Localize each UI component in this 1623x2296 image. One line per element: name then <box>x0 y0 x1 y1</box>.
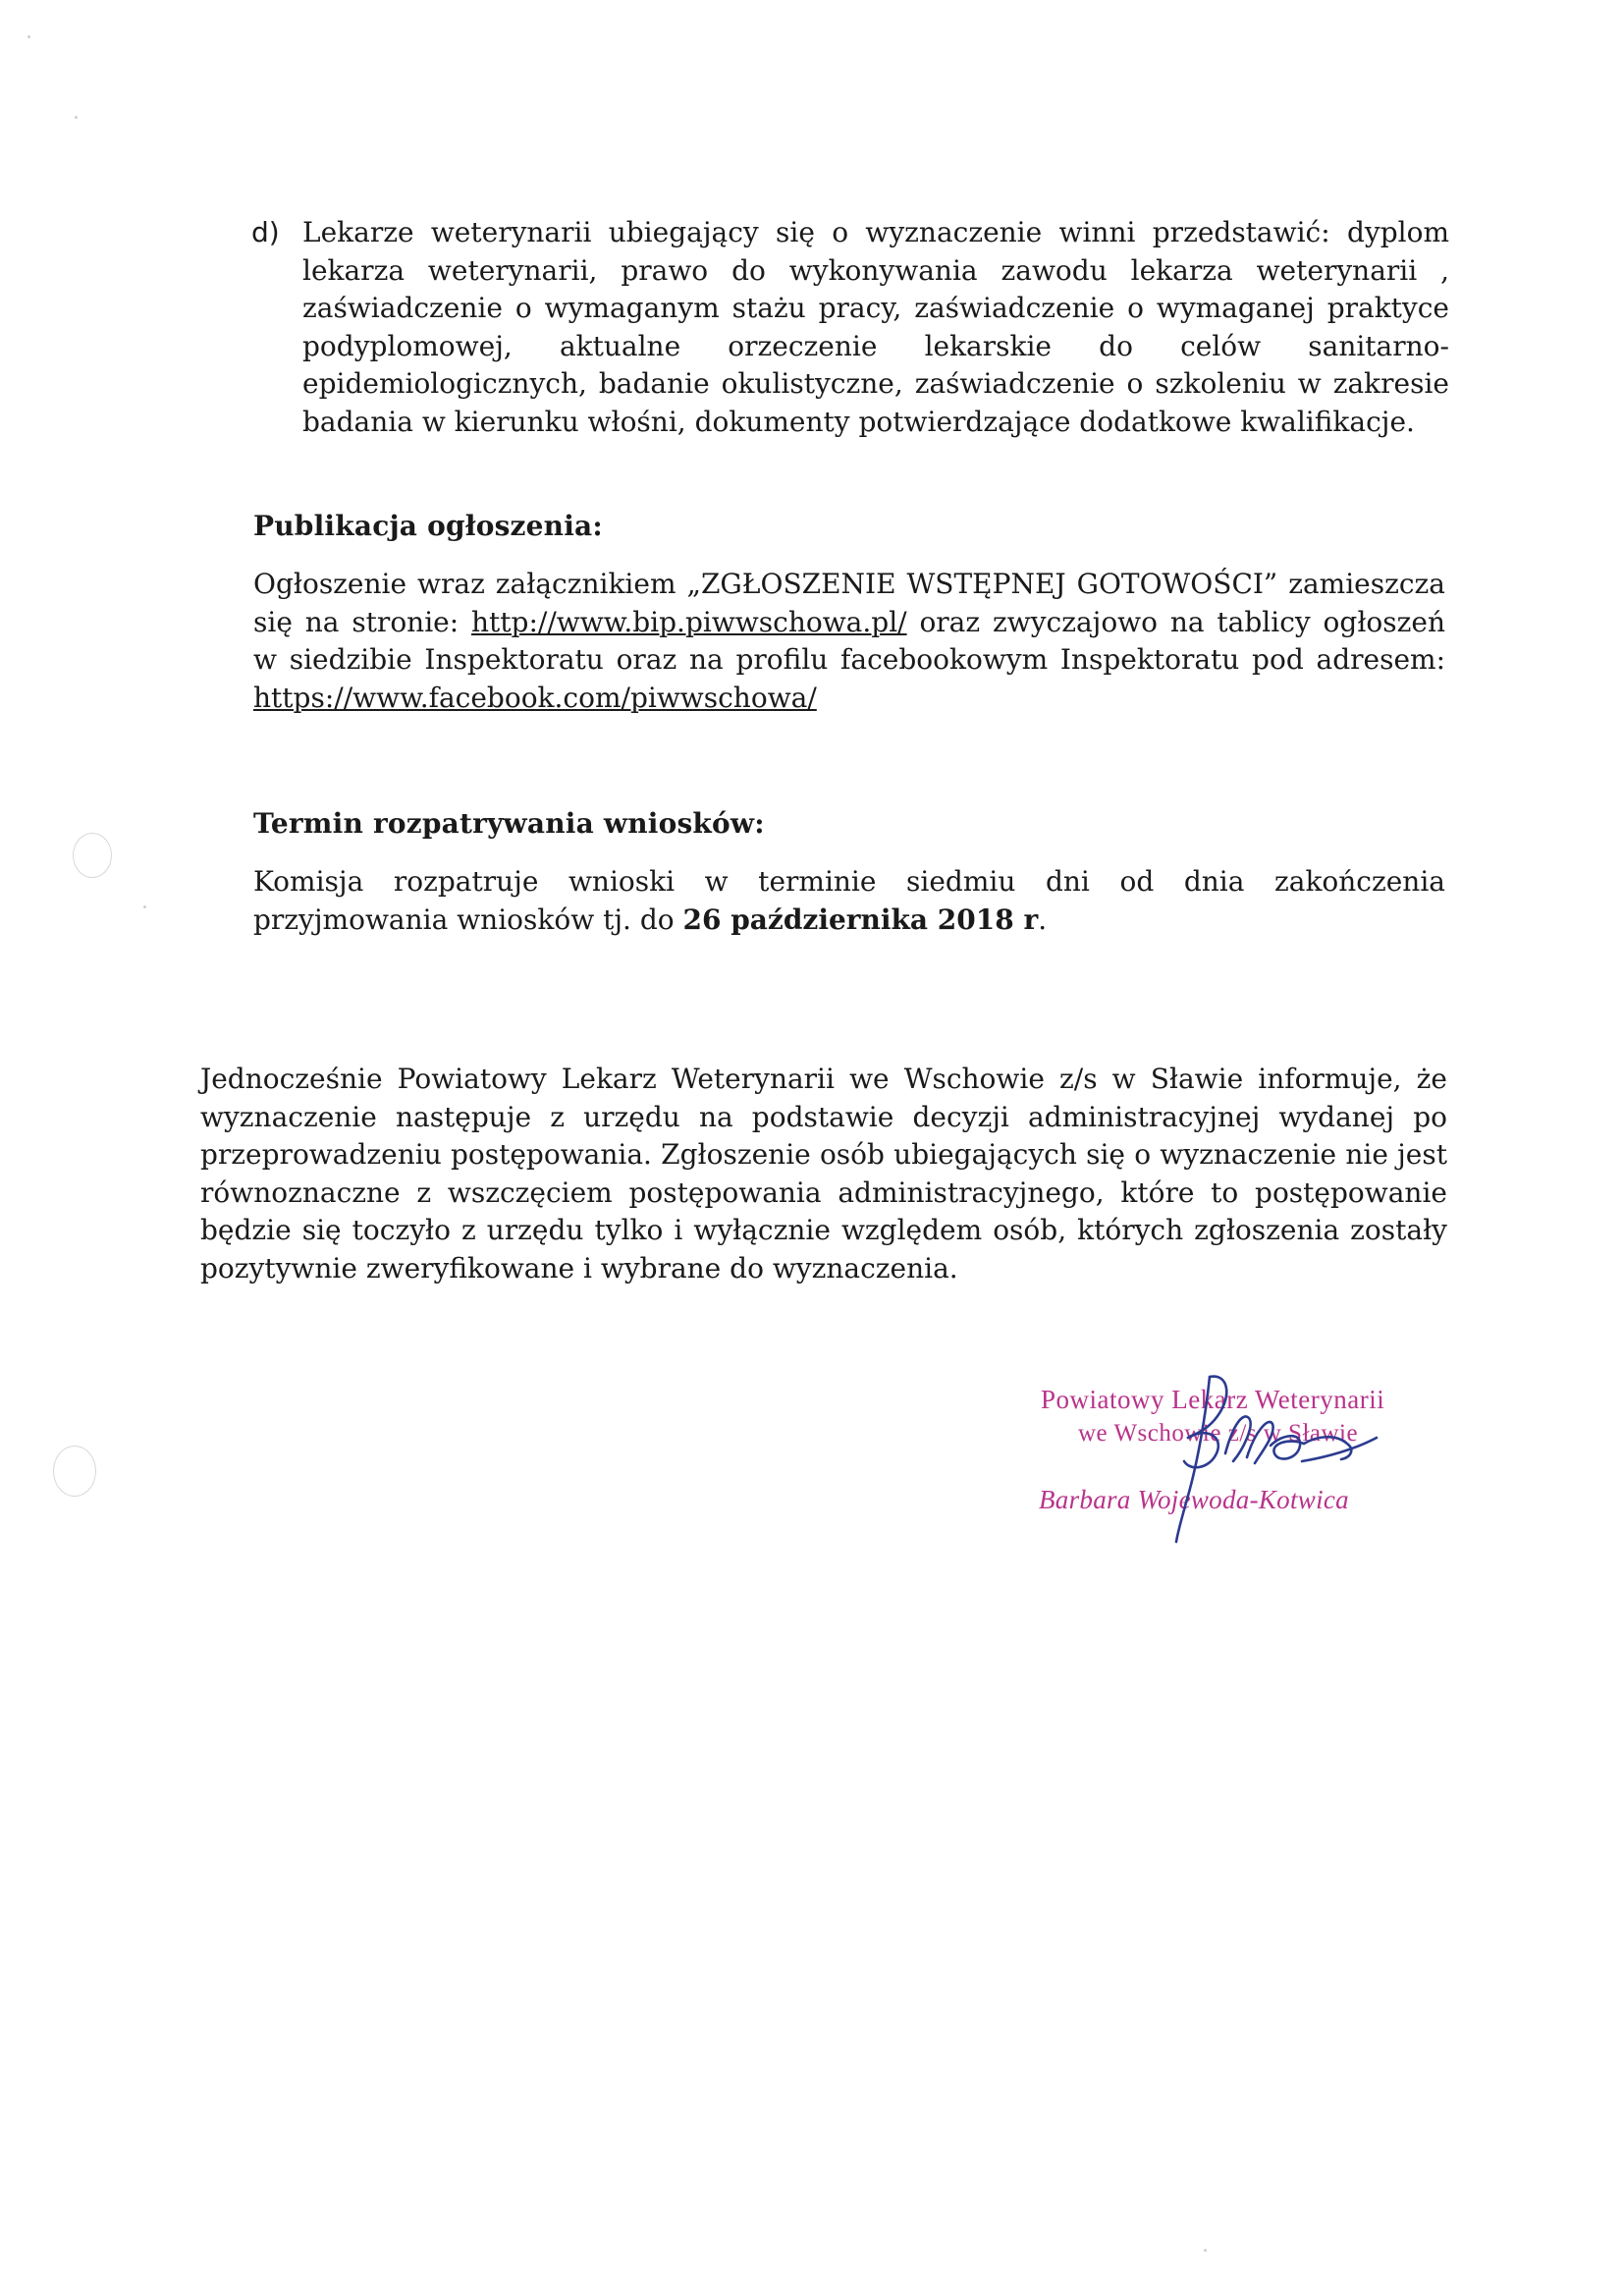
closing-paragraph: Jednocześnie Powiatowy Lekarz Weterynarii we Wschowie z/s w Sławie informuje, że wyznaczenie następuje z urzędu na podstawie decyzji administracyjnej wydanej po przeprowadzeniu postępowania. Zgłoszenie osób ubiegających się o wyznaczenie nie jest równoznaczne z wszczęciem postępowania administracyjnego, które to postępowanie będzie się toczyło z urzędu tylko i wyłącznie względem osób, których zgłoszenia zostały pozytywnie zweryfikowane i wybrane do wyznaczenia. <box>200 1063 1447 1285</box>
list-item-d <box>251 214 1449 441</box>
stamp-location: we Wschowie z/s w Sławie <box>1078 1420 1359 1447</box>
review-paragraph <box>253 863 1445 939</box>
section-heading-review: Termin rozpatrywania wniosków: <box>253 807 765 840</box>
scan-speck <box>1204 2249 1207 2252</box>
review-text-2: . <box>1038 902 1048 936</box>
publication-text-1: Ogłoszenie wraz załącznikiem „ZGŁOSZENIE WSTĘPNEJ GOTOWOŚCI” zamieszcza się na stronie: <box>253 568 1445 638</box>
bip-link[interactable]: http://www.bip.piwwschowa.pl/ <box>471 605 907 638</box>
scan-speck <box>27 35 30 38</box>
section-heading-publication: Publikacja ogłoszenia: <box>253 510 603 542</box>
stamp-title: Powiatowy Lekarz Weterynarii <box>1041 1385 1385 1414</box>
list-marker: d) <box>251 216 280 248</box>
publication-text-2: oraz zwyczajowo na tablicy ogłoszeń w siedzibie Inspektoratu oraz na profilu facebookowym Inspektoratu pod adresem: <box>253 605 1445 676</box>
facebook-link[interactable]: https://www.facebook.com/piwwschowa/ <box>253 681 817 714</box>
scan-speck <box>143 905 146 908</box>
review-text-1: Komisja rozpatruje wnioski w terminie siedmiu dni od dnia zakończenia przyjmowania wniosków tj. do <box>253 865 1445 936</box>
stamp-name: Barbara Wojewoda-Kotwica <box>1039 1485 1349 1514</box>
punch-hole-mark <box>73 833 112 878</box>
list-item-text: Lekarze weterynarii ubiegający się o wyznaczenie winni przedstawić: dyplom lekarza weterynarii, prawo do wykonywania zawodu lekarza weterynarii , zaświadczenie o wymaganym stażu pracy, zaświadczenie o wymaganej praktyce podyplomowej, aktualne orzeczenie lekarskie do celów sanitarno-epidemiologicznych, badanie okulistyczne, zaświadczenie o szkoleniu w zakresie badania w kierunku włośni, dokumenty potwierdzające dodatkowe kwalifikacje. <box>302 216 1449 438</box>
publication-paragraph <box>253 566 1445 717</box>
handwritten-signature <box>1060 1355 1394 1552</box>
review-deadline: 26 października 2018 r <box>682 902 1039 936</box>
punch-hole-mark <box>53 1446 96 1497</box>
scan-speck <box>75 116 78 119</box>
